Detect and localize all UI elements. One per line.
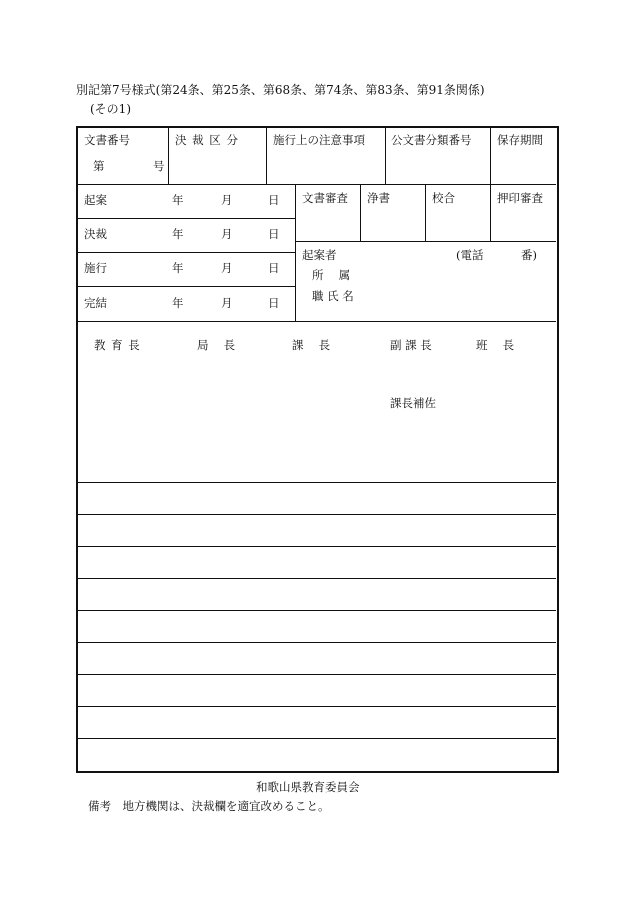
- year-label: 年: [172, 193, 184, 207]
- month-label: 月: [221, 261, 233, 275]
- decision-category-label: 決 裁 区 分: [175, 133, 239, 147]
- grid-line: [490, 184, 491, 241]
- go-label: 号: [153, 159, 165, 173]
- section-chief-label: 課 長: [292, 338, 331, 352]
- drafter-label: 起案者: [302, 248, 337, 262]
- grid-line: [266, 127, 267, 184]
- team-leader-label: 班 長: [476, 338, 515, 352]
- grid-line: [77, 321, 556, 322]
- month-label: 月: [221, 296, 233, 310]
- grid-line: [425, 184, 426, 241]
- row-label-decision: 決裁: [84, 227, 107, 241]
- grid-line: [77, 706, 556, 707]
- affiliation-label: 所 属: [312, 268, 351, 282]
- year-label: 年: [172, 261, 184, 275]
- grid-line: [385, 127, 386, 184]
- remarks-note: 備考 地方機関は、決裁欄を適宜改めること。: [88, 799, 330, 813]
- grid-line: [77, 546, 556, 547]
- grid-line: [77, 738, 556, 739]
- day-label: 日: [268, 227, 280, 241]
- grid-line: [77, 514, 556, 515]
- grid-line: [168, 127, 169, 184]
- row-label-enforcement: 施行: [84, 261, 107, 275]
- classification-number-label: 公文書分類番号: [391, 133, 472, 147]
- row-label-draft: 起案: [84, 193, 107, 207]
- grid-line: [77, 286, 295, 287]
- grid-line: [77, 184, 556, 185]
- grid-line: [77, 642, 556, 643]
- form-title: 別記第7号様式(第24条、第25条、第68条、第74条、第83条、第91条関係): [76, 83, 485, 97]
- grid-line: [77, 578, 556, 579]
- issuer-text: 和歌山県教育委員会: [256, 780, 360, 794]
- grid-line: [77, 482, 556, 483]
- retention-period-label: 保存期間: [497, 133, 543, 147]
- enforcement-notes-label: 施行上の注意事項: [273, 133, 365, 147]
- clean-copy-label: 浄書: [367, 191, 390, 205]
- grid-line: [77, 218, 295, 219]
- document-review-label: 文書審査: [302, 191, 348, 205]
- bureau-chief-label: 局 長: [197, 338, 236, 352]
- proofreading-label: 校合: [432, 191, 455, 205]
- grid-line: [77, 252, 295, 253]
- grid-line: [490, 127, 491, 184]
- name-label: 職 氏 名: [312, 289, 354, 303]
- grid-line: [295, 184, 296, 321]
- grid-line: [295, 241, 556, 242]
- form-subtitle: (その1): [90, 102, 131, 116]
- day-label: 日: [268, 193, 280, 207]
- grid-line: [77, 610, 556, 611]
- grid-line: [360, 184, 361, 241]
- doc-number-label: 文書番号: [84, 133, 130, 147]
- grid-line: [77, 674, 556, 675]
- row-label-completion: 完結: [84, 296, 107, 310]
- assistant-chief-label: 課長補佐: [390, 396, 436, 410]
- dai-label: 第: [93, 159, 105, 173]
- deputy-chief-label: 副 課 長: [390, 338, 432, 352]
- year-label: 年: [172, 227, 184, 241]
- month-label: 月: [221, 193, 233, 207]
- day-label: 日: [268, 296, 280, 310]
- day-label: 日: [268, 261, 280, 275]
- year-label: 年: [172, 296, 184, 310]
- phone-label: (電話: [456, 248, 484, 262]
- form-frame: [76, 126, 559, 773]
- superintendent-label: 教 育 長: [94, 338, 141, 352]
- phone-suffix-label: 番): [521, 248, 537, 262]
- month-label: 月: [221, 227, 233, 241]
- seal-review-label: 押印審査: [497, 191, 543, 205]
